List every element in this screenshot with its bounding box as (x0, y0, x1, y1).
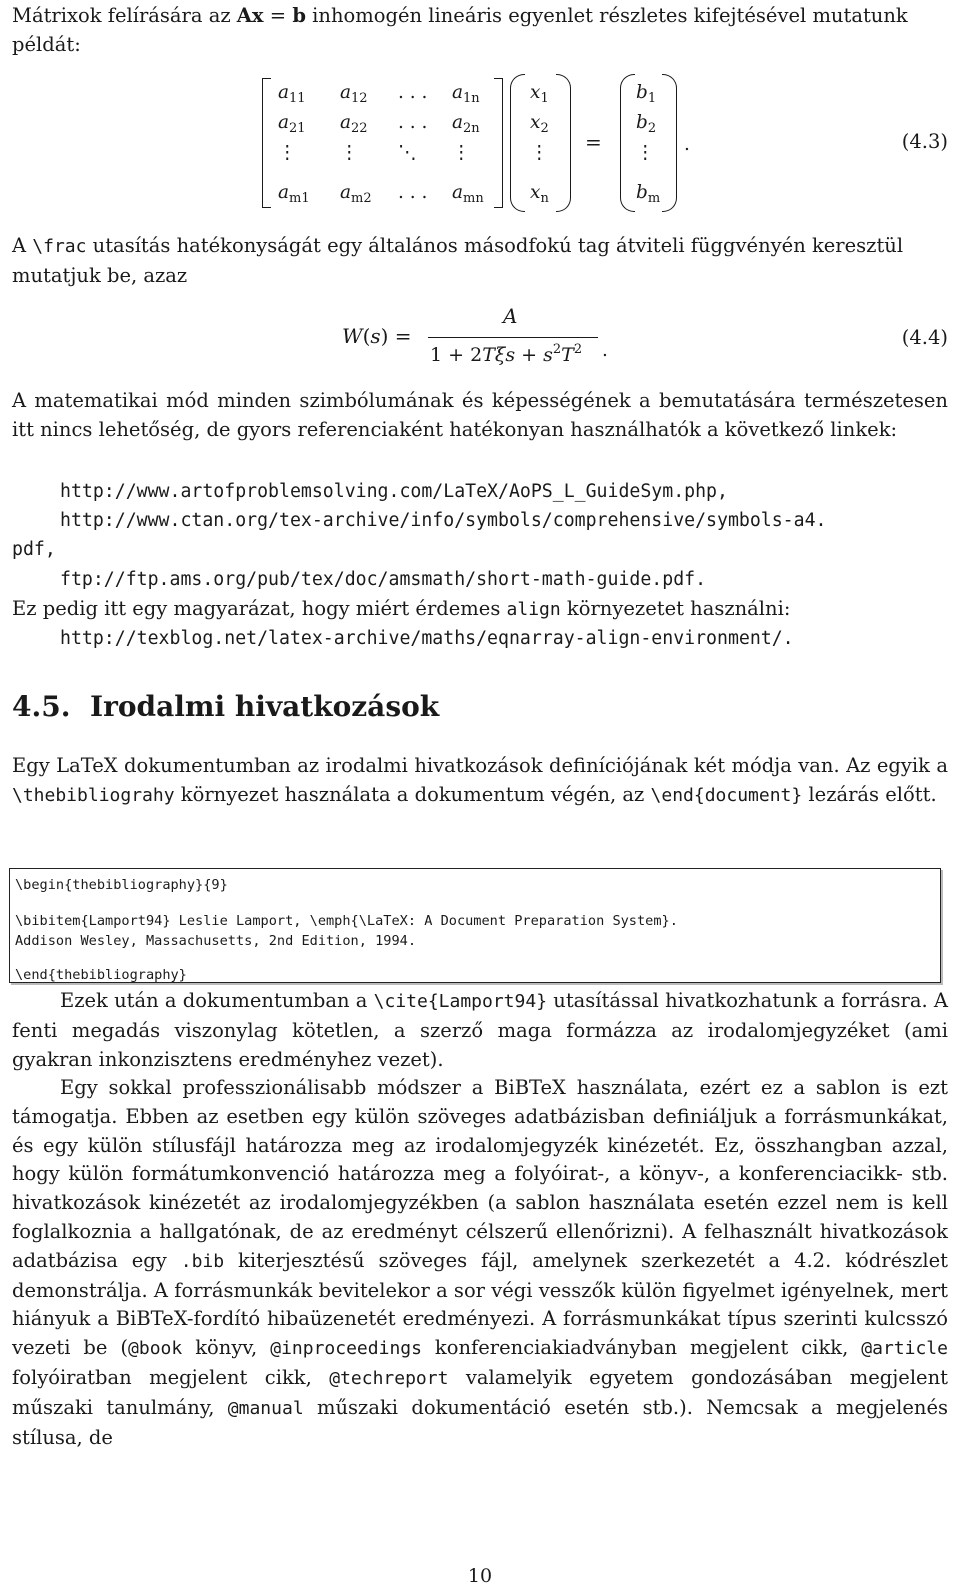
equation-number: (4.4) (901, 326, 948, 349)
matrix-cell: $a_{1n}$ (452, 82, 480, 106)
intro-paragraph: Mátrixok felírására az Ax = b inhomogén lineáris egyenlet részletes kifejtésével mutatunk példát: (12, 4, 908, 56)
matrix-cell: $a_{mn}$ (452, 182, 484, 206)
matrix-cell: $a_{2n}$ (452, 112, 480, 136)
link-ctan-cont[interactable]: pdf, (12, 539, 56, 560)
link-texblog[interactable]: http://texblog.net/latex-archive/maths/eqnarray-align-environment/. (60, 628, 794, 649)
code-line: \begin{thebibliography}{9} (15, 877, 228, 893)
matrix-cell: ⋱ (398, 142, 417, 163)
matrix-cell: $x_n$ (530, 182, 549, 206)
matrix-cell: $b_2$ (636, 112, 657, 136)
matrix-cell: ⋮ (636, 142, 655, 163)
matrix-cell: $b_m$ (636, 182, 661, 206)
page-number: 10 (467, 1565, 493, 1587)
link-aops[interactable]: http://www.artofproblemsolving.com/LaTeX/AoPS_L_GuideSym.php, (60, 481, 728, 502)
matrix-cell: $b_1$ (636, 82, 657, 106)
align-paragraph: Ez pedig itt egy magyarázat, hogy miért érdemes align környezetet használni: (12, 597, 791, 620)
matrix-cell: $x_1$ (530, 82, 549, 106)
matrix-cell: $a_{12}$ (340, 82, 368, 106)
bibtex-paragraph: Egy sokkal professzionálisabb módszer a BiBTeX használata, ezért ez a sablon is ezt támogatja. Ebben az esetben egy külön szöveges adatbázisban definiáljuk a forrásmunkákat, és egy külön stílusfájl határozza meg az irodalomjegyzék kinézetét. Ez, összhangban azzal, hogy külön formátumkonvenció határozza meg a folyóirat-, a könyv-, a konferenciacikk- stb. hivatkozások kinézetét az irodalomjegyzékben (a sablon használata esetén ezzel nem is kell foglalkoznia a hallgatónak, de az eredményt célszerű ellenőrizni). A felhasznált hivatkozások adatbázisa egy .bib kiterjesztésű szöveges fájl, amelynek szerkezetét a 4.2. kódrészlet demonstrálja. A forrásmunkák bevitelekor a sor végi vesszők külön figyelmet igényelnek, mert hiányuk a BiBTeX-fordító hibaüzenetét eredményezi. A forrásmunkákat típus szerinti kulcsszó vezeti be (@book könyv, @inproceedings konferenciakiadványban megjelent cikk, @article folyóiratban megjelent cikk, @techreport valamelyik egyetem gondozásában megjelent műszaki tanulmány, @manual műszaki dokumentáció esetén stb.). Nemcsak a megjelenés stílusa, de (12, 1076, 949, 1449)
matrix-cell: ⋮ (278, 142, 297, 163)
matrix-cell: ⋮ (340, 142, 359, 163)
code-line: Addison Wesley, Massachusetts, 2nd Edition, 1994. (15, 933, 417, 949)
matrix-cell: ⋮ (530, 142, 549, 163)
matrix-cell: $a_{21}$ (278, 112, 306, 136)
code-line: \end{thebibliography} (15, 967, 187, 983)
matrix-cell: $a_{22}$ (340, 112, 368, 136)
matrix-cell: $a_{11}$ (278, 82, 306, 106)
code-line: \bibitem{Lamport94} Leslie Lamport, \emph{\LaTeX: A Document Preparation System}. (15, 913, 678, 929)
matrix-cell: . . . (398, 112, 428, 133)
matrix-cell: $a_{m1}$ (278, 182, 310, 206)
section-heading: 4.5. Irodalmi hivatkozások (12, 690, 440, 723)
matrix-cell: $x_2$ (530, 112, 549, 136)
matrix-cell: $a_{m2}$ (340, 182, 372, 206)
fraction-denominator: $1 + 2T\xi s + s^2T^2$ (430, 342, 583, 366)
matrix-cell: ⋮ (452, 142, 471, 163)
equation-number: (4.3) (901, 130, 948, 153)
frac-paragraph: A \frac utasítás hatékonyságát egy általános másodfokú tag átviteli függvényén keresztül mutatjuk be, azaz (12, 234, 904, 287)
matrix-cell: . . . (398, 82, 428, 103)
matrix-cell: . . . (398, 182, 428, 203)
links-paragraph: A matematikai mód minden szimbólumának és képességének a bemutatására természetesen itt nincs lehetőség, de gyors referenciaként hatékonyan használhatók a következő linkek: (12, 389, 948, 441)
matrix-equation: = . (4.3) $a_{11}$ $a_{12}$ . . . $a_{1n}$ $a_{21}$ $a_{22}$ . . . $a_{2n}$ ⋮ ⋮ ⋱ ⋮ $a_{m1}$ $a_{m2}$ . . . $a_{mn}$ $x_1$ $x_2$ ⋮ $x_n$ $b_1$ $b_2$ ⋮ $b_m$ (0, 70, 960, 215)
link-ams[interactable]: ftp://ftp.ams.org/pub/tex/doc/amsmath/short-math-guide.pdf. (60, 569, 707, 590)
code-listing (9, 868, 941, 983)
fraction-numerator: A (503, 304, 518, 328)
link-ctan[interactable]: http://www.ctan.org/tex-archive/info/symbols/comprehensive/symbols-a4. (60, 510, 827, 531)
bib-intro-paragraph: Egy LaTeX dokumentumban az irodalmi hivatkozások definíciójának két módja van. Az egyik a \thebibliograhy környezet használata a dokumentum végén, az \end{document} lezárás előtt. (12, 754, 948, 806)
transfer-function-equation: W(s) = A $1 + 2T\xi s + s^2T^2$ . (4.4) (342, 304, 948, 366)
cite-paragraph: Ezek után a dokumentumban a \cite{Lamport94} utasítással hivatkozhatunk a forrásra. A fenti megadás viszonylag kötetlen, a szerző maga formázza az irodalomjegyzéket (ami gyakran inkonzisztens eredményhez vezet). (12, 989, 948, 1071)
